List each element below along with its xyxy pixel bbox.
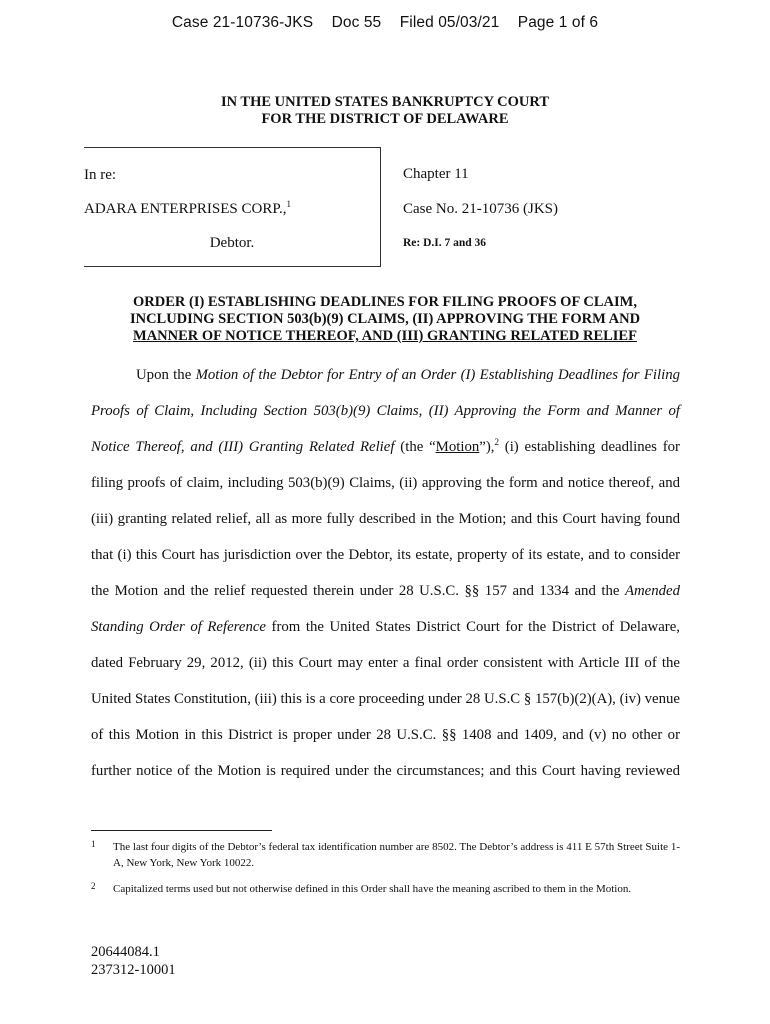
order-reference-italic: Amended: [624, 583, 680, 599]
doc-number-stamp: Doc 55: [331, 14, 382, 31]
order-title: [90, 294, 680, 345]
document-id-line-1: 20644084.1: [91, 944, 160, 960]
body-line-8: [91, 609, 680, 645]
body-text: Upon the: [136, 367, 196, 383]
document-id-line-2: 237312-10001: [91, 962, 176, 978]
body-text: the Motion and the relief requested therein under 28 U.S.C. §§ 157 and 1334 and the: [91, 583, 625, 599]
in-re-label: In re:: [84, 167, 117, 183]
court-heading-line-1: IN THE UNITED STATES BANKRUPTCY COURT: [220, 94, 550, 110]
body-line-9: dated February 29, 2012, (ii) this Court may enter a final order consistent with Article III of the: [91, 655, 680, 671]
body-line-4: filing proofs of claim, including 503(b)(9) Claims, (ii) approving the form and notice thereof, and: [91, 475, 680, 491]
body-line-11: of this Motion in this District is proper under 28 U.S.C. §§ 1408 and 1409, and (v) no other or: [91, 727, 680, 743]
body-line-2: [91, 393, 680, 429]
footnote-divider: [91, 830, 272, 831]
motion-title-italic: Proofs of Claim, Including Section 503(b)(9) Claims, (II) Approving the Form and Manner of: [91, 403, 680, 419]
debtor-name-text: ADARA ENTERPRISES CORP.,: [84, 201, 287, 217]
body-text: (the “: [394, 439, 436, 455]
case-number-stamp: Case 21-10736-JKS: [171, 14, 314, 31]
footnote-2: [91, 881, 680, 897]
order-title-line-3: MANNER OF NOTICE THEREOF, AND (III) GRANTING RELATED RELIEF: [133, 328, 637, 344]
body-text: from the United States District Court for the District of Delaware,: [265, 619, 680, 635]
body-text: ”),: [479, 439, 495, 455]
footnote-ref-2: 2: [494, 437, 499, 448]
body-line-5: (iii) granting related relief, all as more fully described in the Motion; and this Court having found: [91, 511, 680, 527]
chapter-label: Chapter 11: [403, 166, 469, 182]
body-line-1: [91, 357, 680, 393]
footnote-ref-1: 1: [286, 199, 292, 209]
footnote-number: 2: [91, 881, 96, 891]
footnote-text: The last four digits of the Debtor’s federal tax identification number are 8502. The Debtor’s address is 411 E 57th Street Suite 1-A, New York, New York 10022.: [113, 841, 680, 869]
debtor-name: [84, 201, 291, 218]
court-heading-line-2: FOR THE DISTRICT OF DELAWARE: [261, 111, 509, 127]
motion-title-italic: Motion of the Debtor for Entry of an Order (I) Establishing Deadlines for Filing: [195, 367, 680, 383]
body-line-6: that (i) this Court has jurisdiction over the Debtor, its estate, property of its estate, and to consider: [91, 547, 680, 563]
order-body: [91, 357, 680, 789]
order-title-line-2: INCLUDING SECTION 503(b)(9) CLAIMS, (II) APPROVING THE FORM AND: [129, 311, 641, 327]
debtor-label: Debtor.: [209, 235, 255, 251]
footnote-number: 1: [91, 839, 96, 849]
court-heading: [0, 94, 770, 128]
motion-title-italic: Notice Thereof, and (III) Granting Related Relief: [91, 439, 395, 455]
footnote-1: [91, 839, 680, 871]
body-line-3: [91, 429, 680, 465]
footnote-text: Capitalized terms used but not otherwise defined in this Order shall have the meaning ascribed to them in the Motion.: [113, 883, 632, 895]
filed-date-stamp: Filed 05/03/21: [399, 14, 500, 31]
body-line-10: United States Constitution, (iii) this is a core proceeding under 28 U.S.C § 157(b)(2)(A), (iv) venue: [91, 691, 680, 707]
body-text: (i) establishing deadlines for: [498, 439, 680, 455]
body-line-7: [91, 573, 680, 609]
body-line-12: further notice of the Motion is required under the circumstances; and this Court having reviewed: [91, 763, 680, 779]
motion-defined-term: Motion: [435, 439, 480, 455]
case-caption-box: [84, 147, 381, 267]
case-number: Case No. 21-10736 (JKS): [403, 201, 558, 217]
document-id: [91, 943, 176, 979]
order-title-line-1: ORDER (I) ESTABLISHING DEADLINES FOR FILING PROOFS OF CLAIM,: [133, 294, 637, 310]
order-reference-italic: Standing Order of Reference: [91, 619, 266, 635]
ecf-header-stamp: [0, 14, 770, 32]
docket-reference: Re: D.I. 7 and 36: [403, 237, 487, 249]
page-count-stamp: Page 1 of 6: [517, 14, 599, 31]
